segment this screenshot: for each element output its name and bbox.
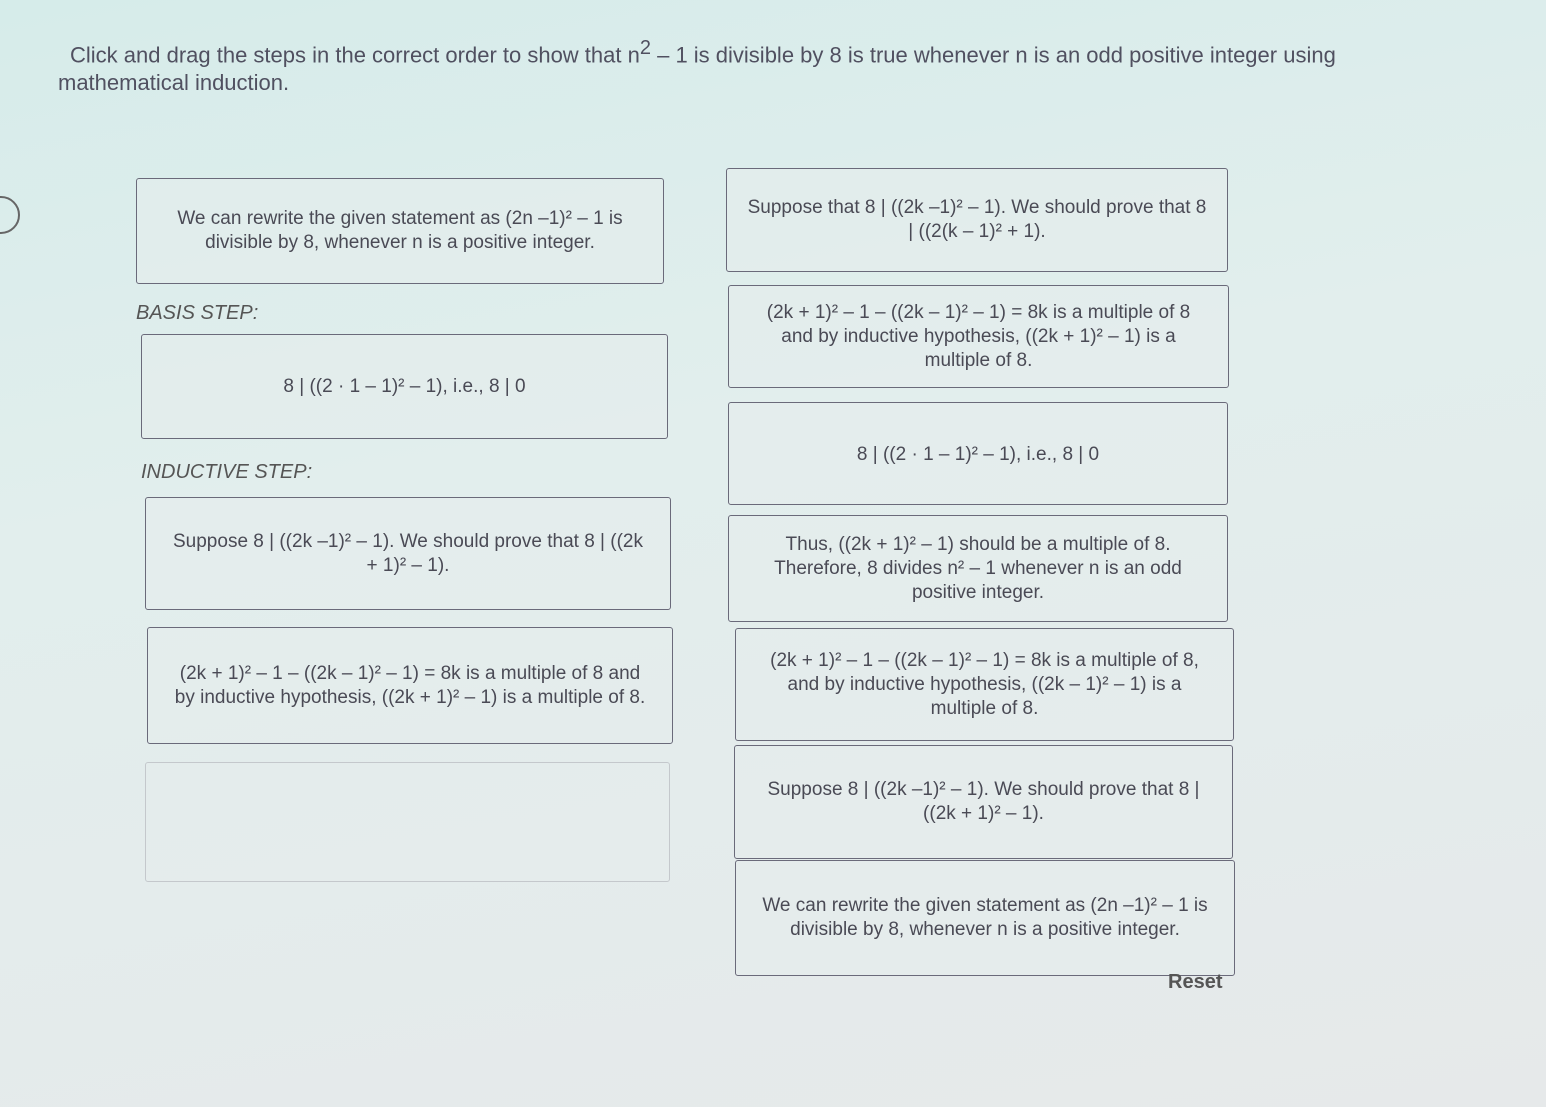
option-step-5[interactable] — [735, 628, 1234, 741]
step-text: Suppose 8 | ((2k –1)² – 1). We should prove that 8 | ((2k + 1)² – 1). — [767, 779, 1200, 824]
step-text: Thus, ((2k + 1)² – 1) should be a multiple of 8. Therefore, 8 divides n² – 1 whenever n is an odd positive integer. — [774, 533, 1182, 603]
answer-slot-inductive-2[interactable] — [147, 627, 673, 744]
answer-slot-statement[interactable] — [136, 178, 664, 284]
step-text: We can rewrite the given statement as (2n –1)² – 1 is divisible by 8, whenever n is a positive integer. — [177, 208, 623, 253]
prompt-text-end: – 1 is divisible by 8 is true whenever n is an odd positive integer using mathematical induction. — [58, 42, 1336, 96]
option-step-3[interactable] — [728, 402, 1228, 505]
option-step-1[interactable] — [726, 168, 1228, 272]
prompt-text: Click and drag the steps in the correct order to show that n — [70, 42, 640, 68]
option-step-7[interactable] — [735, 860, 1235, 976]
step-text: 8 | ((2 · 1 – 1)² – 1), i.e., 8 | 0 — [283, 375, 526, 397]
option-step-2[interactable] — [728, 285, 1229, 388]
reset-button[interactable]: Reset — [1168, 971, 1223, 993]
answer-slot-basis[interactable] — [141, 334, 668, 439]
basis-step-label: BASIS STEP: — [136, 302, 259, 324]
step-text: (2k + 1)² – 1 – ((2k – 1)² – 1) = 8k is a multiple of 8, and by inductive hypothesis, ((2k – 1)² – 1) is a multiple of 8. — [770, 649, 1199, 719]
inductive-step-label: INDUCTIVE STEP: — [141, 461, 313, 483]
step-text: Suppose that 8 | ((2k –1)² – 1). We should prove that 8 | ((2(k – 1)² + 1). — [747, 197, 1207, 242]
option-step-4[interactable] — [728, 515, 1228, 622]
prompt-exponent: 2 — [639, 37, 651, 59]
step-text: (2k + 1)² – 1 – ((2k – 1)² – 1) = 8k is a multiple of 8 and by inductive hypothesis, ((2k + 1)² – 1) is a multiple of 8. — [766, 301, 1191, 371]
step-text: We can rewrite the given statement as (2n –1)² – 1 is divisible by 8, whenever n is a positive integer. — [762, 895, 1208, 940]
step-text: 8 | ((2 · 1 – 1)² – 1), i.e., 8 | 0 — [856, 444, 1100, 465]
answer-slot-inductive-1[interactable] — [145, 497, 671, 610]
question-prompt — [58, 34, 1458, 97]
side-nav-circle[interactable] — [0, 196, 20, 234]
answer-slot-inductive-3-empty[interactable] — [145, 762, 670, 882]
step-text: (2k + 1)² – 1 – ((2k – 1)² – 1) = 8k is a multiple of 8 and by inductive hypothesis, ((2k + 1)² – 1) is a multiple of 8. — [174, 662, 646, 708]
step-text: Suppose 8 | ((2k –1)² – 1). We should prove that 8 | ((2k + 1)² – 1). — [173, 530, 643, 576]
option-step-6[interactable] — [734, 745, 1233, 859]
